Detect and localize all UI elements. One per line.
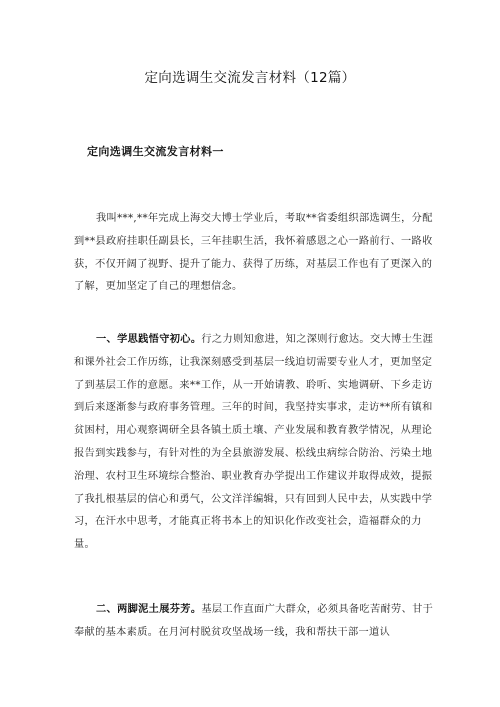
paragraph-text xyxy=(74,207,436,299)
paragraph-body: 行之力则知愈进，知之深则行愈达。交大博士生涯和课外社会工作历练，让我深刻感受到基层一线迫切需要专业人才，更加坚定了到基层工作的意愿。来**工作，从一开始请教、聆听、实地调研、下乡走访到后来逐渐参与政府事务管理。三年的时间，我坚持实事求，走访**所有镇和贫困村，用心观察调研全县各镇土质土壤、产业发展和教育教学情况，从理论报告到实践参与，有针对性的为全县旅游发展、松线虫病综合防治、污染土地治理、农村卫生环境综合整治、职业教育办学提出工作建议并取得成效，提振了我扎根基层的信心和勇气，公文洋洋编辑，只有回到人民中去，从实践中学习，在汗水中思考，才能真正将书本上的知识化作改变社会，造福群众的力量。 xyxy=(74,334,434,551)
paragraph-intro xyxy=(74,207,436,299)
paragraph-text xyxy=(74,598,436,645)
document-title: 定向选调生交流发言材料（12篇） xyxy=(144,70,356,86)
paragraph-body: 我叫***,**年完成上海交大博士学业后，考取**省委组织部选调生，分配到**县政府挂职任副县长，三年挂职生活，我怀着感恩之心一路前行、一路收获，不仅开阔了视野、提升了能力、获得了历练，对基层工作也有了更深入的了解，更加坚定了自己的理想信念。 xyxy=(74,213,433,293)
paragraph-lead: 二、两脚泥土展芬芳。 xyxy=(96,603,202,615)
paragraph-lead: 一、学思践悟守初心。 xyxy=(96,333,202,345)
paragraph-section-two xyxy=(74,598,436,645)
paragraph-section-one xyxy=(74,328,436,557)
paragraph-text xyxy=(74,328,436,557)
section-title: 定向选调生交流发言材料一 xyxy=(87,145,224,158)
paragraph-body: 基层工作直面广大群众，必须具备吃苦耐劳、甘于奉献的基本素质。在月河村脱贫攻坚战场一线，我和帮扶干部一道认 xyxy=(74,604,434,638)
